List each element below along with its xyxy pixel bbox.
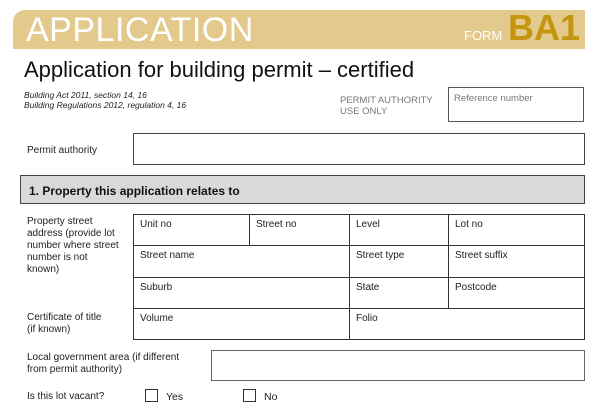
street-suffix-field[interactable] xyxy=(448,245,585,278)
folio-field[interactable] xyxy=(349,308,585,340)
state-label: State xyxy=(356,282,380,293)
label-line: address (provide lot xyxy=(27,228,115,239)
certificate-of-title-label xyxy=(27,312,101,336)
legislation-act: Building Act 2011, section 14, 16 xyxy=(24,90,147,100)
legislation-references xyxy=(24,90,186,110)
local-government-area-input[interactable] xyxy=(211,350,585,381)
label-line: Local government area (if different xyxy=(27,352,180,363)
postcode-field[interactable] xyxy=(448,277,585,309)
lot-no-label: Lot no xyxy=(455,219,483,230)
permit-authority-label: Permit authority xyxy=(27,145,98,156)
label-line: from permit authority) xyxy=(27,364,123,375)
state-field[interactable] xyxy=(349,277,449,309)
street-name-label: Street name xyxy=(140,250,195,261)
reference-number-field[interactable] xyxy=(448,87,584,122)
suburb-field[interactable] xyxy=(133,277,350,309)
section-1-title: 1. Property this application relates to xyxy=(29,184,240,198)
street-name-field[interactable] xyxy=(133,245,350,278)
volume-field[interactable] xyxy=(133,308,350,340)
level-label: Level xyxy=(356,219,380,230)
form-code: BA1 xyxy=(508,7,581,48)
label-line: number is not xyxy=(27,252,88,263)
street-type-label: Street type xyxy=(356,250,405,261)
street-type-field[interactable] xyxy=(349,245,449,278)
form-prefix: FORM xyxy=(464,28,503,43)
banner-title: APPLICATION xyxy=(26,11,254,49)
label-line: number where street xyxy=(27,240,119,251)
permit-authority-input[interactable] xyxy=(133,133,585,165)
vacant-yes-checkbox[interactable] xyxy=(145,389,158,402)
local-government-area-label xyxy=(27,352,179,376)
lot-no-field[interactable] xyxy=(448,214,585,246)
page-title: Application for building permit – certified xyxy=(24,57,415,82)
street-no-label: Street no xyxy=(256,219,297,230)
street-no-field[interactable] xyxy=(249,214,350,246)
suburb-label: Suburb xyxy=(140,282,173,293)
office-use-line-1: PERMIT AUTHORITY xyxy=(340,95,433,106)
unit-no-field[interactable] xyxy=(133,214,250,246)
office-use-label xyxy=(340,95,433,117)
legislation-regulations: Building Regulations 2012, regulation 4, 16 xyxy=(24,100,187,110)
vacant-no-label: No xyxy=(264,391,278,403)
vacant-question: Is this lot vacant? xyxy=(27,391,105,402)
reference-number-label: Reference number xyxy=(454,93,533,104)
label-line: Certificate of title xyxy=(27,312,102,323)
vacant-no-checkbox[interactable] xyxy=(243,389,256,402)
label-line: Property street xyxy=(27,216,93,227)
volume-label: Volume xyxy=(140,313,174,324)
label-line: known) xyxy=(27,264,60,275)
street-suffix-label: Street suffix xyxy=(455,250,508,261)
folio-label: Folio xyxy=(356,313,378,324)
property-address-label xyxy=(27,216,119,276)
level-field[interactable] xyxy=(349,214,449,246)
vacant-yes-label: Yes xyxy=(166,391,184,403)
section-1-header xyxy=(20,175,585,204)
unit-no-label: Unit no xyxy=(140,219,172,230)
office-use-line-2: USE ONLY xyxy=(340,106,388,117)
postcode-label: Postcode xyxy=(455,282,497,293)
label-line: (if known) xyxy=(27,324,71,335)
